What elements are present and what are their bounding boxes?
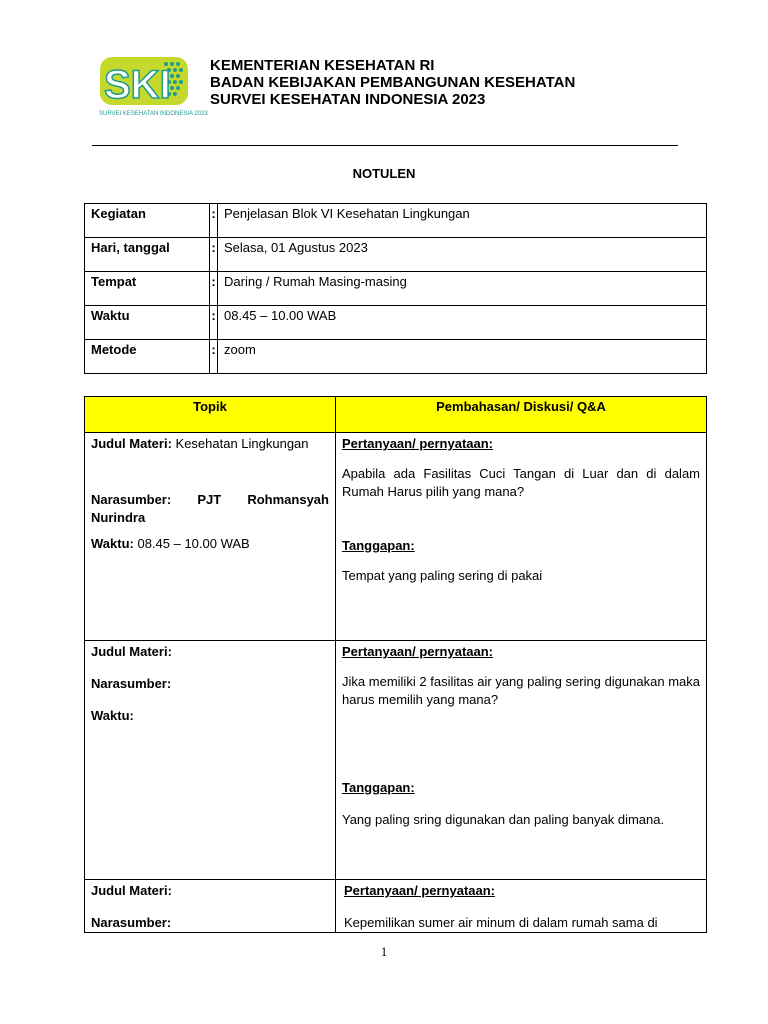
page-number: 1 (380, 944, 388, 959)
tanggapan-label: Tanggapan: (342, 780, 415, 795)
logo-letters: SKI (104, 63, 171, 107)
topik-header: Topik (85, 397, 336, 433)
info-row-metode (85, 340, 707, 374)
meeting-info-table (84, 203, 707, 374)
tanggapan-text: Tempat yang paling sering di pakai (342, 568, 543, 583)
discussion-row (85, 641, 707, 880)
agency-name: BADAN KEBIJAKAN PEMBANGUNAN KESEHATAN (210, 74, 576, 91)
narasumber-label: Narasumber: (91, 676, 172, 691)
info-label: Kegiatan (85, 204, 210, 238)
info-value: 08.45 – 10.00 WAB (218, 306, 707, 340)
topik-cell (85, 641, 336, 880)
header-divider (92, 145, 678, 146)
info-separator: : (210, 204, 218, 238)
pertanyaan-text: Kepemilikan sumer air minum di dalam rumah sama di (344, 915, 658, 930)
survey-name: SURVEI KESEHATAN INDONESIA 2023 (210, 91, 486, 108)
info-label: Waktu (85, 306, 210, 340)
ministry-name: KEMENTERIAN KESEHATAN RI (210, 57, 435, 74)
judul-materi-label: Judul Materi: (91, 883, 172, 898)
info-row-kegiatan (85, 204, 707, 238)
info-row-hari-tanggal (85, 238, 707, 272)
narasumber-label: Narasumber: (91, 492, 172, 507)
document-title: NOTULEN (352, 166, 416, 181)
pembahasan-cell (336, 880, 707, 933)
pertanyaan-text: Jika memiliki 2 fasilitas air yang paling sering digunakan maka harus memilih yang mana? (342, 674, 700, 707)
pembahasan-cell (336, 641, 707, 880)
info-label: Tempat (85, 272, 210, 306)
logo-caption: SURVEI KESEHATAN INDONESIA 2023 (99, 111, 208, 117)
pertanyaan-text: Apabila ada Fasilitas Cuci Tangan di Luar dan di dalam Rumah Harus pilih yang mana? (342, 466, 700, 499)
info-value: Selasa, 01 Agustus 2023 (218, 238, 707, 272)
pembahasan-header: Pembahasan/ Diskusi/ Q&A (336, 397, 707, 433)
tanggapan-text: Yang paling sring digunakan dan paling banyak dimana. (342, 812, 665, 827)
waktu-label: Waktu: (91, 536, 134, 551)
info-separator: : (210, 238, 218, 272)
waktu (91, 535, 329, 553)
waktu-label: Waktu: (91, 708, 134, 723)
ski-logo (98, 52, 208, 120)
info-label: Hari, tanggal (85, 238, 210, 272)
discussion-header-row (85, 397, 707, 433)
judul-materi-value: Kesehatan Lingkungan (171, 436, 309, 451)
info-separator: : (210, 306, 218, 340)
topik-cell (85, 880, 336, 933)
info-separator: : (210, 272, 218, 306)
ski-logo-mark (98, 52, 208, 120)
tanggapan-label: Tanggapan: (342, 538, 415, 553)
info-row-waktu (85, 306, 707, 340)
pertanyaan-label: Pertanyaan/ pernyataan: (342, 644, 494, 659)
pertanyaan-label: Pertanyaan/ pernyataan: (342, 436, 494, 451)
waktu-value: 08.45 – 10.00 WAB (133, 536, 250, 551)
info-value: Daring / Rumah Masing-masing (218, 272, 707, 306)
info-value: Penjelasan Blok VI Kesehatan Lingkungan (218, 204, 707, 238)
info-value: zoom (218, 340, 707, 374)
info-label: Metode (85, 340, 210, 374)
discussion-row (85, 880, 707, 933)
topik-cell (85, 433, 336, 641)
narasumber (91, 491, 329, 527)
discussion-row (85, 433, 707, 641)
discussion-table (84, 396, 707, 933)
judul-materi-label: Judul Materi: (91, 436, 172, 451)
judul-materi-label: Judul Materi: (91, 644, 172, 659)
pertanyaan-label: Pertanyaan/ pernyataan: (344, 883, 496, 898)
info-separator: : (210, 340, 218, 374)
info-row-tempat (85, 272, 707, 306)
narasumber-label: Narasumber: (91, 915, 172, 930)
judul-materi (91, 435, 329, 453)
narasumber-value: PJT Rohmansyah Nurindra (91, 492, 329, 525)
letterhead (210, 57, 575, 108)
pembahasan-cell (336, 433, 707, 641)
